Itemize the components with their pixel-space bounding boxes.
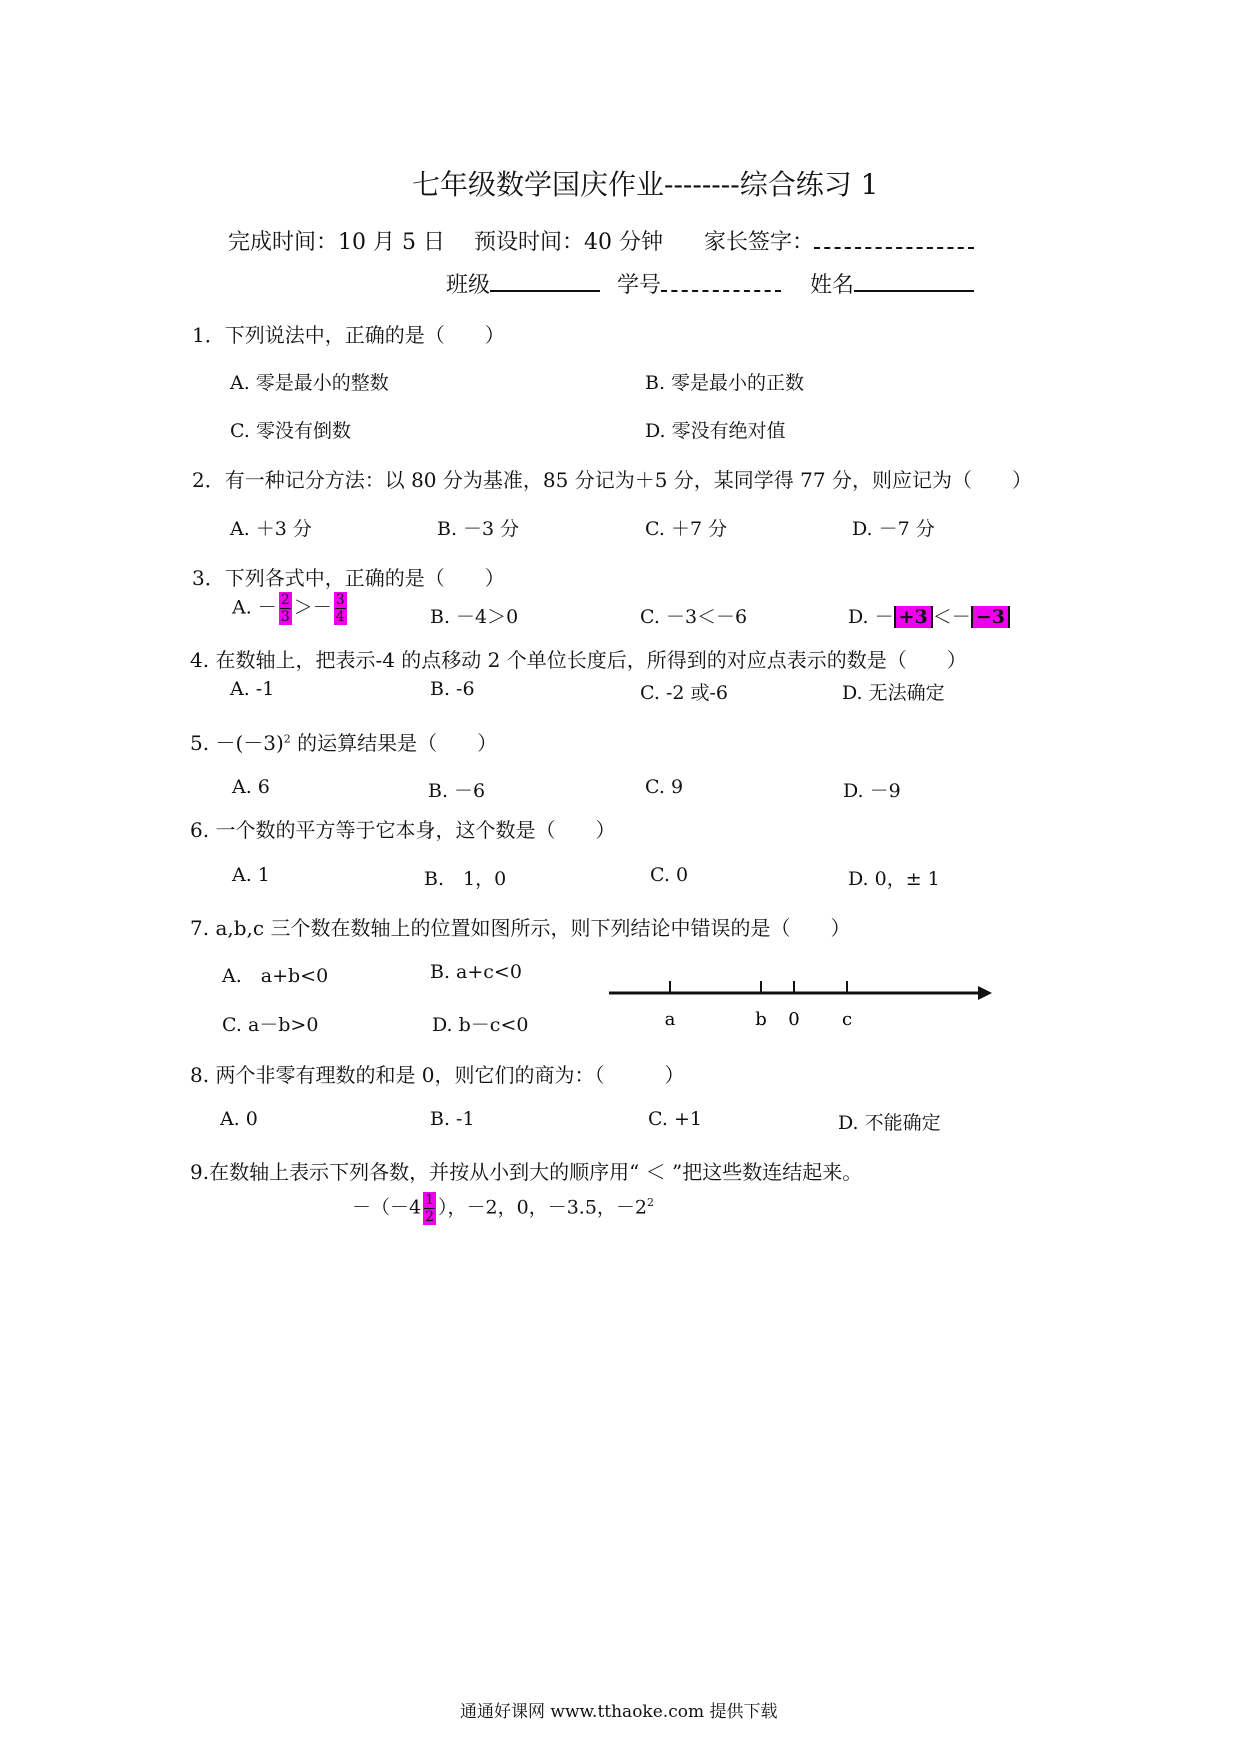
q7-option-b: B. a+c<0 <box>430 961 522 983</box>
number-line-arrow <box>978 986 992 1000</box>
q6-option-c: C. 0 <box>650 864 689 886</box>
name-label: 姓名 <box>810 273 855 298</box>
page-title: 七年级数学国庆作业--------综合练习 1 <box>412 168 879 201</box>
number-field[interactable] <box>661 270 781 292</box>
q1-option-c: C. 零没有倒数 <box>230 420 351 442</box>
q3-d-abs-1: +3 <box>894 606 933 628</box>
q8-option-b: B. -1 <box>430 1108 475 1130</box>
q7-option-d: D. b－c<0 <box>432 1014 529 1036</box>
q1-option-d: D. 零没有绝对值 <box>645 420 786 442</box>
q9-fraction <box>423 1192 436 1225</box>
question-2-stem: 2．有一种记分方法：以 80 分为基准，85 分记为＋5 分，某同学得 77 分，则应记为（ ） <box>192 468 1032 492</box>
q2-option-b: B. －3 分 <box>437 518 520 540</box>
footer-text: 通通好课网 www.tthaoke.com 提供下载 <box>460 1702 778 1722</box>
q9-frac-den: 2 <box>425 1209 435 1225</box>
q3-a-den2: 4 <box>335 609 345 625</box>
q3-option-a <box>232 592 349 625</box>
question-6-stem: 6. 一个数的平方等于它本身，这个数是（ ） <box>190 818 616 842</box>
question-8-stem: 8. 两个非零有理数的和是 0，则它们的商为：（ ） <box>190 1063 685 1087</box>
q8-option-c: C. +1 <box>648 1108 702 1130</box>
number-line <box>600 975 1000 1035</box>
signature-label: 家长签字： <box>704 230 815 255</box>
q8-option-d: D. 不能确定 <box>838 1112 941 1134</box>
q2-option-c: C. ＋7 分 <box>645 518 728 540</box>
q1-option-b: B. 零是最小的正数 <box>645 372 805 394</box>
question-4-stem: 4. 在数轴上，把表示-4 的点移动 2 个单位长度后，所得到的对应点表示的数是（ ） <box>190 648 967 672</box>
q3-d-mid: ＜－ <box>932 606 971 628</box>
q3-a-mid: ＞－ <box>293 596 332 619</box>
completion-value: 10 月 5 日 <box>338 230 445 255</box>
q3-a-num1: 2 <box>280 592 290 608</box>
q5-stem-suffix: 的运算结果是（ ） <box>290 731 498 755</box>
q3-option-b: B. －4＞0 <box>430 606 519 628</box>
q5-option-a: A. 6 <box>232 776 270 798</box>
q5-option-d: D. －9 <box>843 780 901 802</box>
axis-label-a: a <box>664 1009 676 1030</box>
q5-exponent: 2 <box>283 732 291 746</box>
q4-option-d: D. 无法确定 <box>842 682 945 704</box>
name-field[interactable] <box>854 270 974 292</box>
q6-option-d: D. 0，± 1 <box>848 868 940 890</box>
q2-option-a: A. ＋3 分 <box>230 518 312 540</box>
q3-a-fraction-2 <box>334 592 347 625</box>
q4-option-a: A. -1 <box>230 678 275 700</box>
q4-option-b: B. -6 <box>430 678 475 700</box>
student-info-row <box>446 268 974 299</box>
axis-label-c: c <box>841 1009 853 1030</box>
q8-option-a: A. 0 <box>220 1108 258 1130</box>
header-info-row <box>228 225 974 256</box>
q6-option-a: A. 1 <box>232 864 270 886</box>
question-5-stem <box>190 727 497 756</box>
q5-option-b: B. －6 <box>428 780 486 802</box>
completion-label: 完成时间： <box>228 230 339 255</box>
q3-a-prefix: A. － <box>232 596 277 619</box>
q7-option-a: A. a+b<0 <box>222 965 329 987</box>
q7-option-c: C. a－b>0 <box>222 1014 319 1036</box>
q9-expression <box>352 1192 654 1225</box>
q9-exponent: 2 <box>647 1196 654 1210</box>
question-9-stem: 9.在数轴上表示下列各数，并按从小到大的顺序用“ ＜ ”把这些数连结起来。 <box>190 1160 863 1184</box>
q5-option-c: C. 9 <box>645 776 684 798</box>
q1-option-a: A. 零是最小的整数 <box>230 372 389 394</box>
preset-value: 40 分钟 <box>584 230 664 255</box>
question-1-stem: 1．下列说法中，正确的是（ ） <box>192 323 505 347</box>
q3-a-fraction-1 <box>279 592 292 625</box>
q6-option-b: B. 1，0 <box>424 868 507 890</box>
axis-label-b: b <box>755 1009 767 1030</box>
number-label: 学号 <box>617 273 662 298</box>
q9-expr-mid: ），－2，0，－3.5，－2 <box>438 1196 647 1219</box>
preset-label: 预设时间： <box>474 230 585 255</box>
signature-field[interactable] <box>814 227 974 249</box>
q5-stem-prefix: 5. －(－3) <box>190 731 284 755</box>
q9-frac-num: 1 <box>425 1192 435 1208</box>
question-7-stem: 7. a,b,c 三个数在数轴上的位置如图所示，则下列结论中错误的是（ ） <box>190 916 851 940</box>
q3-a-den1: 3 <box>280 609 290 625</box>
q3-d-abs-2: −3 <box>971 606 1010 628</box>
q9-expr-prefix: －（－4 <box>352 1196 422 1219</box>
q3-option-d <box>848 602 1010 629</box>
q3-option-c: C. －3＜－6 <box>640 606 748 628</box>
q3-d-prefix: D. － <box>848 606 894 628</box>
class-field[interactable] <box>490 270 600 292</box>
class-label: 班级 <box>446 273 491 298</box>
axis-label-zero: 0 <box>788 1009 800 1030</box>
q4-option-c: C. -2 或-6 <box>640 682 728 704</box>
q2-option-d: D. －7 分 <box>852 518 935 540</box>
question-3-stem: 3．下列各式中，正确的是（ ） <box>192 566 505 590</box>
q3-a-num2: 3 <box>335 592 345 608</box>
